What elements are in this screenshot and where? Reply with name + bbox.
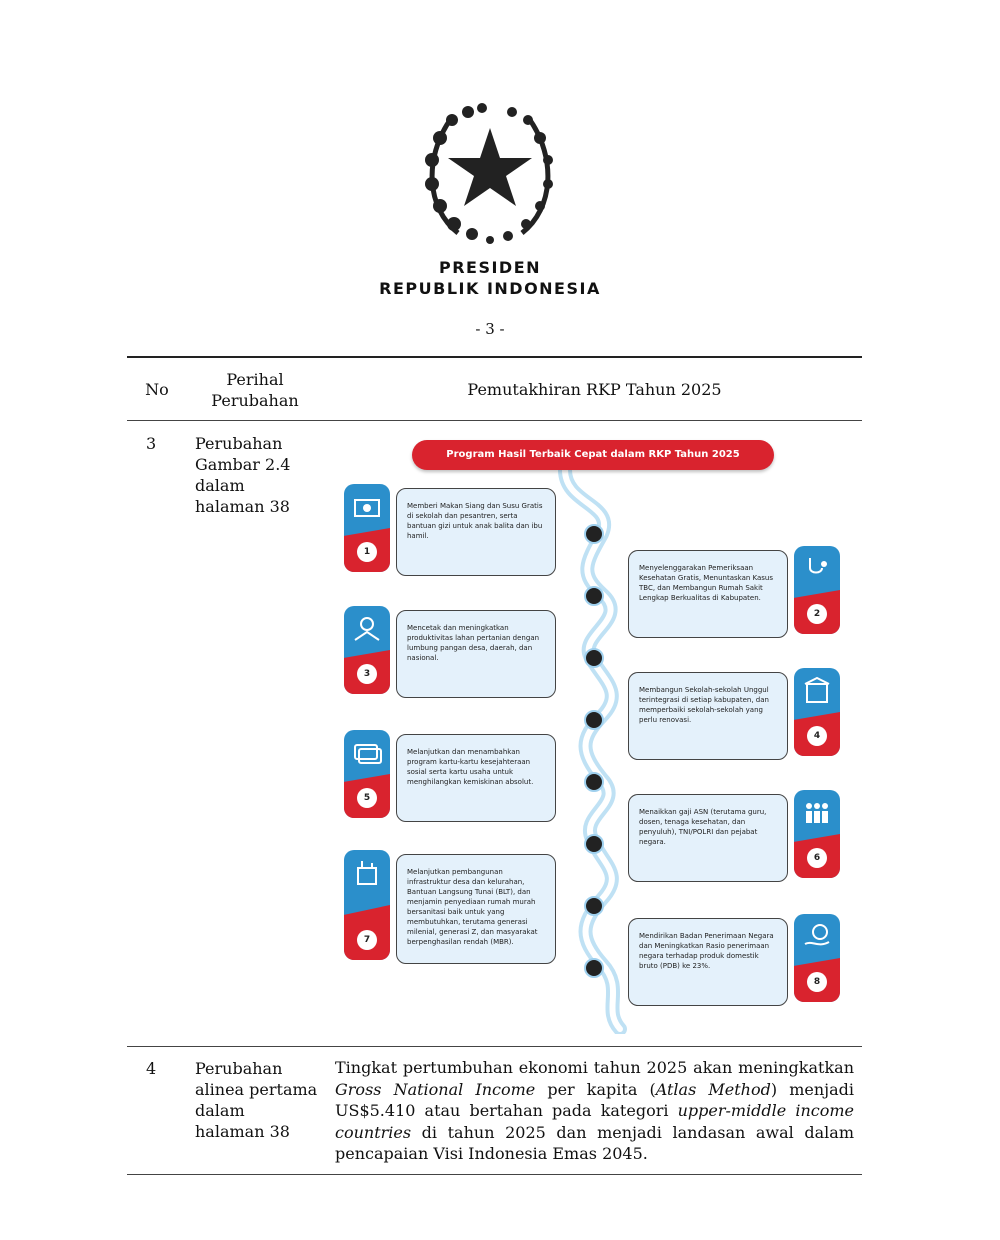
- paragraph-text: Tingkat pertumbuhan ekonomi tahun 2025 akan meningkatkan: [335, 1058, 854, 1077]
- infographic-title-banner: Program Hasil Terbaik Cepat dalam RKP Tahun 2025: [412, 440, 774, 470]
- infographic: [340, 434, 850, 1034]
- program-7-icon-box: [344, 850, 390, 960]
- row-perihal-line: dalam: [195, 476, 245, 495]
- row-perihal-line: alinea pertama: [195, 1080, 318, 1099]
- paragraph-italic: Gross National Income: [335, 1079, 536, 1099]
- gni-paragraph: [335, 1057, 854, 1165]
- table-top-rule: [127, 356, 862, 358]
- header-presiden: PRESIDEN: [438, 258, 542, 277]
- revenue-coins-icon: [802, 922, 832, 952]
- program-2-card: Menyelenggarakan Pemeriksaan Kesehatan Gratis, Menuntaskan Kasus TBC, dan Membangun Rumah Sakit Lengkap Berkualitas di Kabupaten.: [628, 550, 788, 638]
- program-8-card: Mendirikan Badan Penerimaan Negara dan Meningkatkan Rasio penerimaan negara terhadap produk domestik bruto (PDB) ke 23%.: [628, 918, 788, 1006]
- col-no-header: No: [145, 380, 169, 399]
- row-no: 3: [146, 434, 157, 453]
- river-dot: [584, 958, 604, 978]
- program-4-number: 4: [807, 726, 827, 746]
- farmland-icon: [352, 614, 382, 644]
- header-republik-indonesia: REPUBLIK INDONESIA: [379, 279, 601, 298]
- welfare-card-icon: [352, 738, 382, 768]
- stethoscope-icon: [802, 554, 832, 584]
- row-perihal-line: Gambar 2.4: [195, 455, 291, 474]
- program-6-number: 6: [807, 848, 827, 868]
- river-dot: [584, 524, 604, 544]
- program-4-icon-box: [794, 668, 840, 756]
- program-1-card: Memberi Makan Siang dan Susu Gratis di sekolah dan pesantren, serta bantuan gizi untuk anak balita dan ibu hamil.: [396, 488, 556, 576]
- col-perihal-header: [195, 369, 315, 411]
- table-bottom-rule: [127, 1174, 862, 1175]
- river-dot: [584, 896, 604, 916]
- program-2-number: 2: [807, 604, 827, 624]
- row-perihal-line: halaman 38: [195, 1122, 290, 1141]
- river-dot: [584, 772, 604, 792]
- table-row-rule: [127, 1046, 862, 1047]
- river-dot: [584, 648, 604, 668]
- row-perihal-line: dalam: [195, 1101, 245, 1120]
- star-wreath-emblem-icon: [420, 98, 560, 248]
- paragraph-italic: Atlas Method: [655, 1079, 771, 1099]
- program-3-number: 3: [357, 664, 377, 684]
- river-dot: [584, 710, 604, 730]
- school-building-icon: [802, 676, 832, 706]
- program-6-card: Menaikkan gaji ASN (terutama guru, dosen, tenaga kesehatan, dan penyuluh), TNI/POLRI dan pejabat negara.: [628, 794, 788, 882]
- row-perihal: [195, 433, 325, 517]
- program-2-icon-box: [794, 546, 840, 634]
- infrastructure-icon: [352, 858, 382, 888]
- program-8-icon-box: [794, 914, 840, 1002]
- program-4-card: Membangun Sekolah-sekolah Unggul terintegrasi di setiap kabupaten, dan memperbaiki sekolah-sekolah yang perlu renovasi.: [628, 672, 788, 760]
- col-pemutakhiran-header: Pemutakhiran RKP Tahun 2025: [467, 380, 722, 399]
- program-1-icon-box: [344, 484, 390, 572]
- program-5-number: 5: [357, 788, 377, 808]
- col-perihal-line1: Perihal: [226, 370, 284, 389]
- paragraph-text: di tahun 2025 dan menjadi landasan awal dalam pencapaian Visi Indonesia Emas 2045.: [335, 1122, 854, 1163]
- page-number: - 3 -: [475, 320, 505, 338]
- row-perihal-line: Perubahan: [195, 434, 283, 453]
- program-3-card: Mencetak dan meningkatkan produktivitas lahan pertanian dengan lumbung pangan desa, daerah, dan nasional.: [396, 610, 556, 698]
- paragraph-text: ) menjadi US$5.410 atau bertahan pada kategori: [335, 1079, 854, 1120]
- program-3-icon-box: [344, 606, 390, 694]
- table-header-rule: [127, 420, 862, 421]
- paragraph-text: per kapita (: [535, 1079, 656, 1099]
- river-dot: [584, 834, 604, 854]
- program-5-card: Melanjutkan dan menambahkan program kartu-kartu kesejahteraan sosial serta kartu usaha untuk menghilangkan kemiskinan absolut.: [396, 734, 556, 822]
- col-perihal-line2: Perubahan: [211, 391, 299, 410]
- workers-group-icon: [802, 798, 832, 828]
- program-5-icon-box: [344, 730, 390, 818]
- paragraph-italic: upper-middle income countries: [335, 1101, 854, 1142]
- program-1-number: 1: [357, 542, 377, 562]
- row-no: 4: [146, 1059, 157, 1078]
- row-perihal-line: halaman 38: [195, 497, 290, 516]
- row-perihal-line: Perubahan: [195, 1059, 283, 1078]
- row-perihal: [195, 1058, 335, 1142]
- program-8-number: 8: [807, 972, 827, 992]
- river-dot: [584, 586, 604, 606]
- school-meal-icon: [352, 492, 382, 522]
- program-7-number: 7: [357, 930, 377, 950]
- program-7-card: Melanjutkan pembangunan infrastruktur desa dan kelurahan, Bantuan Langsung Tunai (BLT), dan menjamin penyediaan rumah murah bersanitasi baik untuk yang membutuhkan, terutama generasi milenial, generasi Z, dan masyarakat berpenghasilan rendah (MBR).: [396, 854, 556, 964]
- program-6-icon-box: [794, 790, 840, 878]
